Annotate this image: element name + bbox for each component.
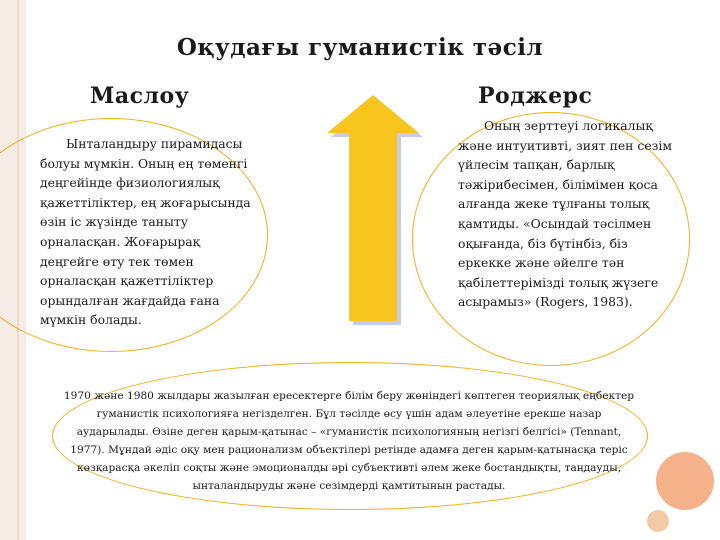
rogers-heading: Роджерс — [478, 83, 593, 109]
maslow-text-block — [40, 134, 262, 330]
summary-text: 1970 және 1980 жылдары жазылған ересектерге білім беру жөніндегі көптеген теориялық еңбектер гуманистік психологияға негізделген. Бұл тәсілде өсу үшін адам әлеуетіне ерекше назар аударылады. Өзіне деген қарым-қатынас – «гуманистік психологияның негізгі белгісі» (Tennant, 1977). Мұндай әдіс оқу мен рационализм объектілері ретінде адамға деген қарым-қатынасқа теріс көзқарасқа әкеліп соқты және эмоционалды әрі субъективті әлем жеке бостандықты, таңдауды, ынталандыруды және сезімдерді қамтитынын растады. — [63, 390, 635, 492]
maslow-heading: Маслоу — [90, 83, 190, 109]
up-arrow-icon — [327, 95, 419, 321]
decorative-circle-large — [656, 452, 714, 510]
rogers-text: Оның зерттеуі логикалық және интуитивті, зият пен сезім үйлесім тапқан, барлық тәжірибесімен, білімімен қоса алғанда жеке тұлғаны толық қамтиды. «Осындай тәсілмен оқығанда, біз бүтінбіз, біз еркекке және әйелге тән қабілеттерімізді толық жүзеге асырамыз» (Rogers, 1983). — [458, 118, 673, 310]
maslow-text: Ынталандыру пирамидасы болуы мүмкін. Оның ең төменгі деңгейінде физиологиялық қажеттіліктер, ең жоғарысында өзін іс жүзінде таныту орналасқан. Жоғарырақ деңгейге өту тек төмен орналасқан қажеттіліктер орындалған жағдайда ғана мүмкін болады. — [40, 136, 251, 328]
decorative-circle-small — [647, 510, 669, 532]
rogers-text-block — [458, 116, 680, 312]
slide-title: Оқудағы гуманистік тәсіл — [176, 34, 544, 61]
